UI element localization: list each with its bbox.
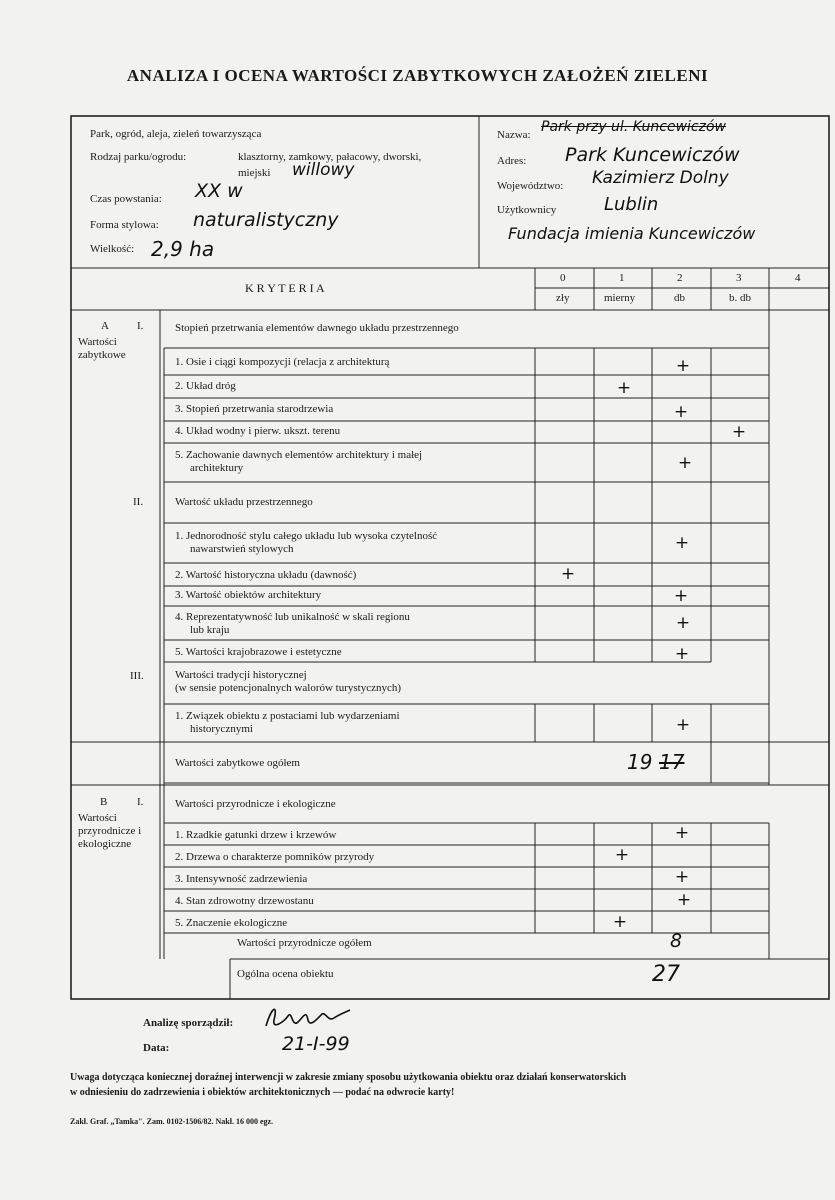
section-a-total-value: 19 <box>627 750 653 774</box>
checkmark: + <box>674 823 690 843</box>
checkmark: + <box>674 533 690 553</box>
row-a3-1a: 1. Związek obiektu z postaciami lub wydarzeniami <box>175 710 400 722</box>
section-b-title: Wartości przyrodnicze i ekologiczne <box>175 798 336 810</box>
row-a1-1: 1. Osie i ciągi kompozycji (relacja z architekturą <box>175 356 390 368</box>
checkmark: + <box>674 644 690 664</box>
czas-value: XX w <box>195 180 243 202</box>
rodzaj-label: Rodzaj parku/ogrodu: <box>90 151 187 163</box>
checkmark: + <box>676 890 692 910</box>
section-a-iii-title-1: Wartości tradycji historycznej <box>175 669 307 681</box>
uzytkownicy-value-2: Fundacja imienia Kuncewiczów <box>508 224 756 243</box>
score-label-1: mierny <box>604 292 636 304</box>
czas-label: Czas powstania: <box>90 193 162 205</box>
score-0: 0 <box>560 272 566 284</box>
section-a-ii-title: Wartość układu przestrzennego <box>175 496 313 508</box>
section-a-roman: I. <box>137 320 144 332</box>
page-title: ANALIZA I OCENA WARTOŚCI ZABYTKOWYCH ZAŁOŻEŃ ZIELENI <box>126 66 709 85</box>
rodzaj-value: willowy <box>292 160 355 180</box>
checkmark: + <box>560 564 576 584</box>
row-b-2: 2. Drzewa o charakterze pomników przyrody <box>175 851 375 863</box>
row-b-3: 3. Intensywność zadrzewienia <box>175 873 308 885</box>
checkmark: + <box>614 845 630 865</box>
row-b-1: 1. Rzadkie gatunki drzew i krzewów <box>175 829 337 841</box>
checkmark: + <box>731 422 747 442</box>
checkmark: + <box>673 586 689 606</box>
row-a2-1a: 1. Jednorodność stylu całego układu lub wysoka czytelność <box>175 530 438 542</box>
nazwa-value: Park przy ul. Kuncewiczów <box>541 119 726 135</box>
section-a-name: Wartości zabytkowe <box>78 336 126 361</box>
row-a1-4: 4. Układ wodny i pierw. ukszt. terenu <box>175 425 341 437</box>
checkmark: + <box>612 912 628 932</box>
row-a2-4b: lub kraju <box>190 624 230 636</box>
row-a2-1b: nawarstwień stylowych <box>190 543 294 555</box>
section-a-iii-title-2: (w sensie potencjonalnych walorów turystycznych) <box>175 682 402 694</box>
nazwa-label: Nazwa: <box>497 129 531 141</box>
row-b-5: 5. Znaczenie ekologiczne <box>175 917 288 929</box>
checkmark: + <box>675 613 691 633</box>
kryteria-label: K R Y T E R I A <box>245 281 325 295</box>
rodzaj-options-2: miejski <box>238 167 271 179</box>
uzytkownicy-value: Lublin <box>604 194 659 215</box>
row-a1-3: 3. Stopień przetrwania starodrzewia <box>175 403 334 415</box>
print-info: Zakł. Graf. „Tamka". Zam. 0102-1506/82. Nakł. 16 000 egz. <box>70 1117 274 1126</box>
wielkosc-label: Wielkość: <box>90 243 135 255</box>
checkmark: + <box>675 715 691 735</box>
forma-label: Forma stylowa: <box>90 219 159 231</box>
footer-note-1: Uwaga dotycząca koniecznej doraźnej interwencji w zakresie zmiany sposobu użytkowania obiektu oraz działań konserwatorskich <box>70 1072 627 1083</box>
row-a1-5b: architektury <box>190 462 244 474</box>
park-type-label: Park, ogród, aleja, zieleń towarzysząca <box>90 128 262 140</box>
section-a-total-label: Wartości zabytkowe ogółem <box>175 757 300 769</box>
uzytkownicy-label: Użytkownicy <box>497 204 557 216</box>
analiza-label: Analizę sporządził: <box>143 1017 234 1029</box>
wielkosc-value: 2,9 ha <box>151 237 215 261</box>
score-2: 2 <box>677 272 683 284</box>
checkmark: + <box>616 378 632 398</box>
row-b-4: 4. Stan zdrowotny drzewostanu <box>175 895 314 907</box>
score-1: 1 <box>619 272 625 284</box>
overall-label: Ogólna ocena obiektu <box>237 968 334 980</box>
score-label-2: db <box>674 292 685 304</box>
section-a-letter: A <box>101 320 109 332</box>
section-b-roman: I. <box>137 796 144 808</box>
section-b-letter: B <box>100 796 108 808</box>
score-label-0: zły <box>556 292 570 304</box>
checkmark: + <box>674 867 690 887</box>
row-a2-5: 5. Wartości krajobrazowe i estetyczne <box>175 646 342 658</box>
row-a1-2: 2. Układ dróg <box>175 380 236 392</box>
data-label: Data: <box>143 1042 170 1054</box>
row-a2-3: 3. Wartość obiektów architektury <box>175 589 322 601</box>
row-a2-2: 2. Wartość historyczna układu (dawność) <box>175 569 357 581</box>
section-a-iii-roman: III. <box>130 670 144 682</box>
forma-value: naturalistyczny <box>193 209 339 231</box>
signature-image <box>262 1000 354 1036</box>
section-a-total-crossed: 17 <box>659 750 685 774</box>
adres-value: Park Kuncewiczów <box>565 144 740 166</box>
wojewodztwo-value: Kazimierz Dolny <box>592 168 729 188</box>
row-a3-1b: historycznymi <box>190 723 253 735</box>
section-b-total-label: Wartości przyrodnicze ogółem <box>237 937 372 949</box>
row-a1-5a: 5. Zachowanie dawnych elementów architektury i małej <box>175 449 423 461</box>
section-a-ii-roman: II. <box>133 496 144 508</box>
checkmark: + <box>673 402 689 422</box>
section-b-total-value: 8 <box>670 930 683 952</box>
row-a2-4a: 4. Reprezentatywność lub unikalność w skali regionu <box>175 611 410 623</box>
score-4: 4 <box>795 272 801 284</box>
section-a-i-title: Stopień przetrwania elementów dawnego układu przestrzennego <box>175 322 459 334</box>
adres-label: Adres: <box>497 155 527 167</box>
checkmark: + <box>677 453 693 473</box>
data-value: 21-I-99 <box>282 1033 350 1055</box>
checkmark: + <box>675 356 691 376</box>
rodzaj-options-1: klasztorny, zamkowy, pałacowy, dworski, <box>238 151 422 163</box>
overall-value: 27 <box>652 962 680 987</box>
score-3: 3 <box>736 272 742 284</box>
score-label-3: b. db <box>729 292 751 304</box>
wojewodztwo-label: Województwo: <box>497 180 564 192</box>
footer-note-2: w odniesieniu do zadrzewienia i obiektów architektonicznych — podać na odwrocie karty! <box>70 1087 455 1098</box>
section-b-name: Wartości przyrodnicze i ekologiczne <box>78 812 142 850</box>
